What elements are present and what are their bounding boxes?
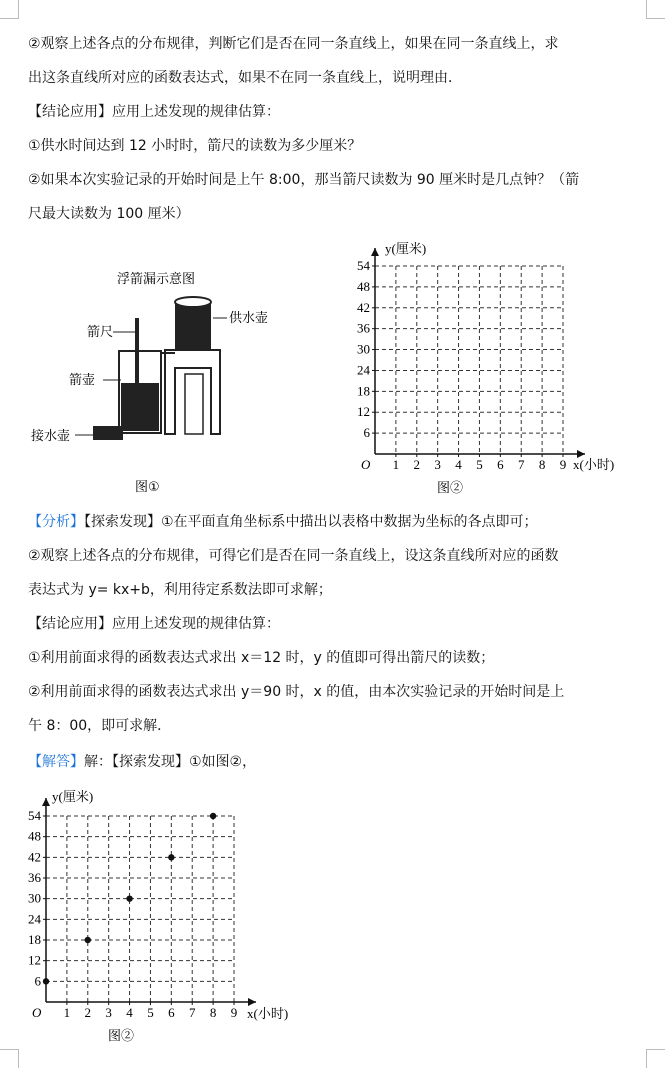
y-tick-label: 54 bbox=[28, 808, 41, 823]
text-line: ①供水时间达到 12 小时时，箭尺的读数为多少厘米？ bbox=[28, 138, 362, 154]
y-tick-label: 12 bbox=[28, 952, 41, 968]
analysis-line: 表达式为 y= kx+b，利用待定系数法即可求解； bbox=[28, 582, 332, 598]
y-tick-label: 18 bbox=[28, 932, 41, 947]
scatter-chart bbox=[4, 786, 314, 1050]
corner-mark-bl bbox=[0, 1049, 19, 1068]
x-tick-label: 3 bbox=[434, 457, 441, 472]
data-point bbox=[43, 978, 49, 984]
chart-x-axis-label: x(小时) bbox=[247, 1006, 289, 1021]
data-point bbox=[210, 813, 216, 819]
x-tick-label: 3 bbox=[105, 1005, 112, 1020]
x-tick-label: 7 bbox=[517, 457, 525, 472]
y-tick-label: 30 bbox=[28, 890, 41, 906]
data-point bbox=[126, 895, 132, 901]
x-tick-label: 4 bbox=[126, 1005, 133, 1020]
analysis-line: ①利用前面求得的函数表达式求出 x＝12 时，y 的值即可得出箭尺的读数； bbox=[28, 650, 495, 666]
figure-water-clock bbox=[25, 258, 285, 498]
corner-mark-tr bbox=[646, 0, 665, 19]
analysis-line: ②观察上述各点的分布规律，可得它们是否在同一条直线上，设这条直线所对应的函数 bbox=[28, 548, 559, 564]
y-tick-label: 42 bbox=[357, 299, 370, 315]
y-axis-label: y(厘米) bbox=[385, 241, 427, 256]
label-ruler: 箭尺 bbox=[87, 325, 114, 340]
y-axis-arrow-icon bbox=[42, 798, 50, 806]
y-axis-arrow-icon bbox=[371, 248, 379, 256]
data-point bbox=[168, 854, 174, 860]
y-tick-label: 36 bbox=[28, 870, 41, 885]
x-tick-label: 6 bbox=[168, 1005, 175, 1020]
y-tick-label: 48 bbox=[28, 828, 41, 844]
text-line: 尺最大读数为 100 厘米） bbox=[28, 206, 190, 222]
data-point bbox=[85, 937, 91, 943]
x-tick-label: 2 bbox=[84, 1005, 92, 1020]
label-receiver-pot: 接水壶 bbox=[31, 429, 71, 444]
analysis-line: 午 8：00，即可求解． bbox=[28, 718, 172, 734]
x-tick-label: 1 bbox=[63, 1005, 71, 1020]
y-tick-label: 42 bbox=[28, 849, 41, 865]
x-axis-arrow-icon bbox=[248, 998, 256, 1006]
y-tick-label: 24 bbox=[357, 362, 370, 378]
x-tick-label: 5 bbox=[476, 457, 483, 472]
analysis-line: 【结论应用】应用上述发现的规律估算： bbox=[28, 616, 280, 632]
y-tick-label: 36 bbox=[357, 320, 370, 336]
x-tick-label: 4 bbox=[455, 457, 462, 472]
corner-mark-br bbox=[646, 1049, 665, 1068]
label-supply-pot: 供水壶 bbox=[229, 311, 269, 326]
y-tick-label: 6 bbox=[34, 973, 41, 989]
analysis-line: ②利用前面求得的函数表达式求出 y＝90 时，x 的值，由本次实验记录的开始时间是上 bbox=[28, 684, 565, 700]
x-axis-label: x(小时) bbox=[573, 457, 615, 472]
text-line: 【结论应用】应用上述发现的规律估算： bbox=[28, 104, 280, 120]
y-tick-label: 48 bbox=[357, 278, 370, 294]
x-tick-label: 9 bbox=[559, 457, 567, 472]
y-tick-label: 6 bbox=[363, 425, 370, 441]
origin-label: O bbox=[361, 457, 371, 472]
text-line: ②观察上述各点的分布规律，判断它们是否在同一条直线上，如果在同一条直线上，求 bbox=[28, 36, 559, 52]
figure1-title: 浮箭漏示意图 bbox=[117, 272, 196, 287]
text-line: ②如果本次实验记录的开始时间是上午 8:00，那当箭尺读数为 90 厘米时是几点钟？（箭 bbox=[28, 172, 580, 188]
chart-y-axis-label: y(厘米) bbox=[52, 789, 94, 804]
x-tick-label: 2 bbox=[413, 457, 421, 472]
chart-caption: 图② bbox=[108, 1028, 135, 1043]
y-tick-label: 24 bbox=[28, 911, 41, 927]
y-tick-label: 18 bbox=[357, 383, 370, 399]
x-tick-label: 1 bbox=[392, 457, 400, 472]
label-arrow-pot: 箭壶 bbox=[69, 373, 96, 388]
x-tick-label: 8 bbox=[209, 1005, 217, 1020]
analysis-tag: 【分析】 bbox=[28, 514, 84, 530]
x-tick-label: 6 bbox=[497, 457, 504, 472]
analysis-line-1: 【分析】【探索发现】①在平面直角坐标系中描出以表格中数据为坐标的各点即可； bbox=[28, 514, 538, 530]
x-tick-label: 9 bbox=[230, 1005, 238, 1020]
empty-coordinate-grid bbox=[325, 236, 635, 498]
answer-tag: 【解答】 bbox=[28, 754, 84, 770]
figure2-caption: 图② bbox=[437, 480, 464, 495]
corner-mark-tl bbox=[0, 0, 19, 19]
x-tick-label: 7 bbox=[188, 1005, 196, 1020]
x-tick-label: 8 bbox=[538, 457, 546, 472]
y-tick-label: 54 bbox=[357, 258, 370, 273]
figure1-caption: 图① bbox=[135, 480, 160, 495]
chart-origin-label: O bbox=[32, 1005, 42, 1020]
text-line: 出这条直线所对应的函数表达式，如果不在同一条直线上，说明理由． bbox=[28, 70, 462, 86]
y-tick-label: 30 bbox=[357, 341, 370, 357]
answer-line: 【解答】解：【探索发现】①如图②， bbox=[28, 754, 257, 770]
x-tick-label: 5 bbox=[147, 1005, 154, 1020]
y-tick-label: 12 bbox=[357, 404, 370, 420]
